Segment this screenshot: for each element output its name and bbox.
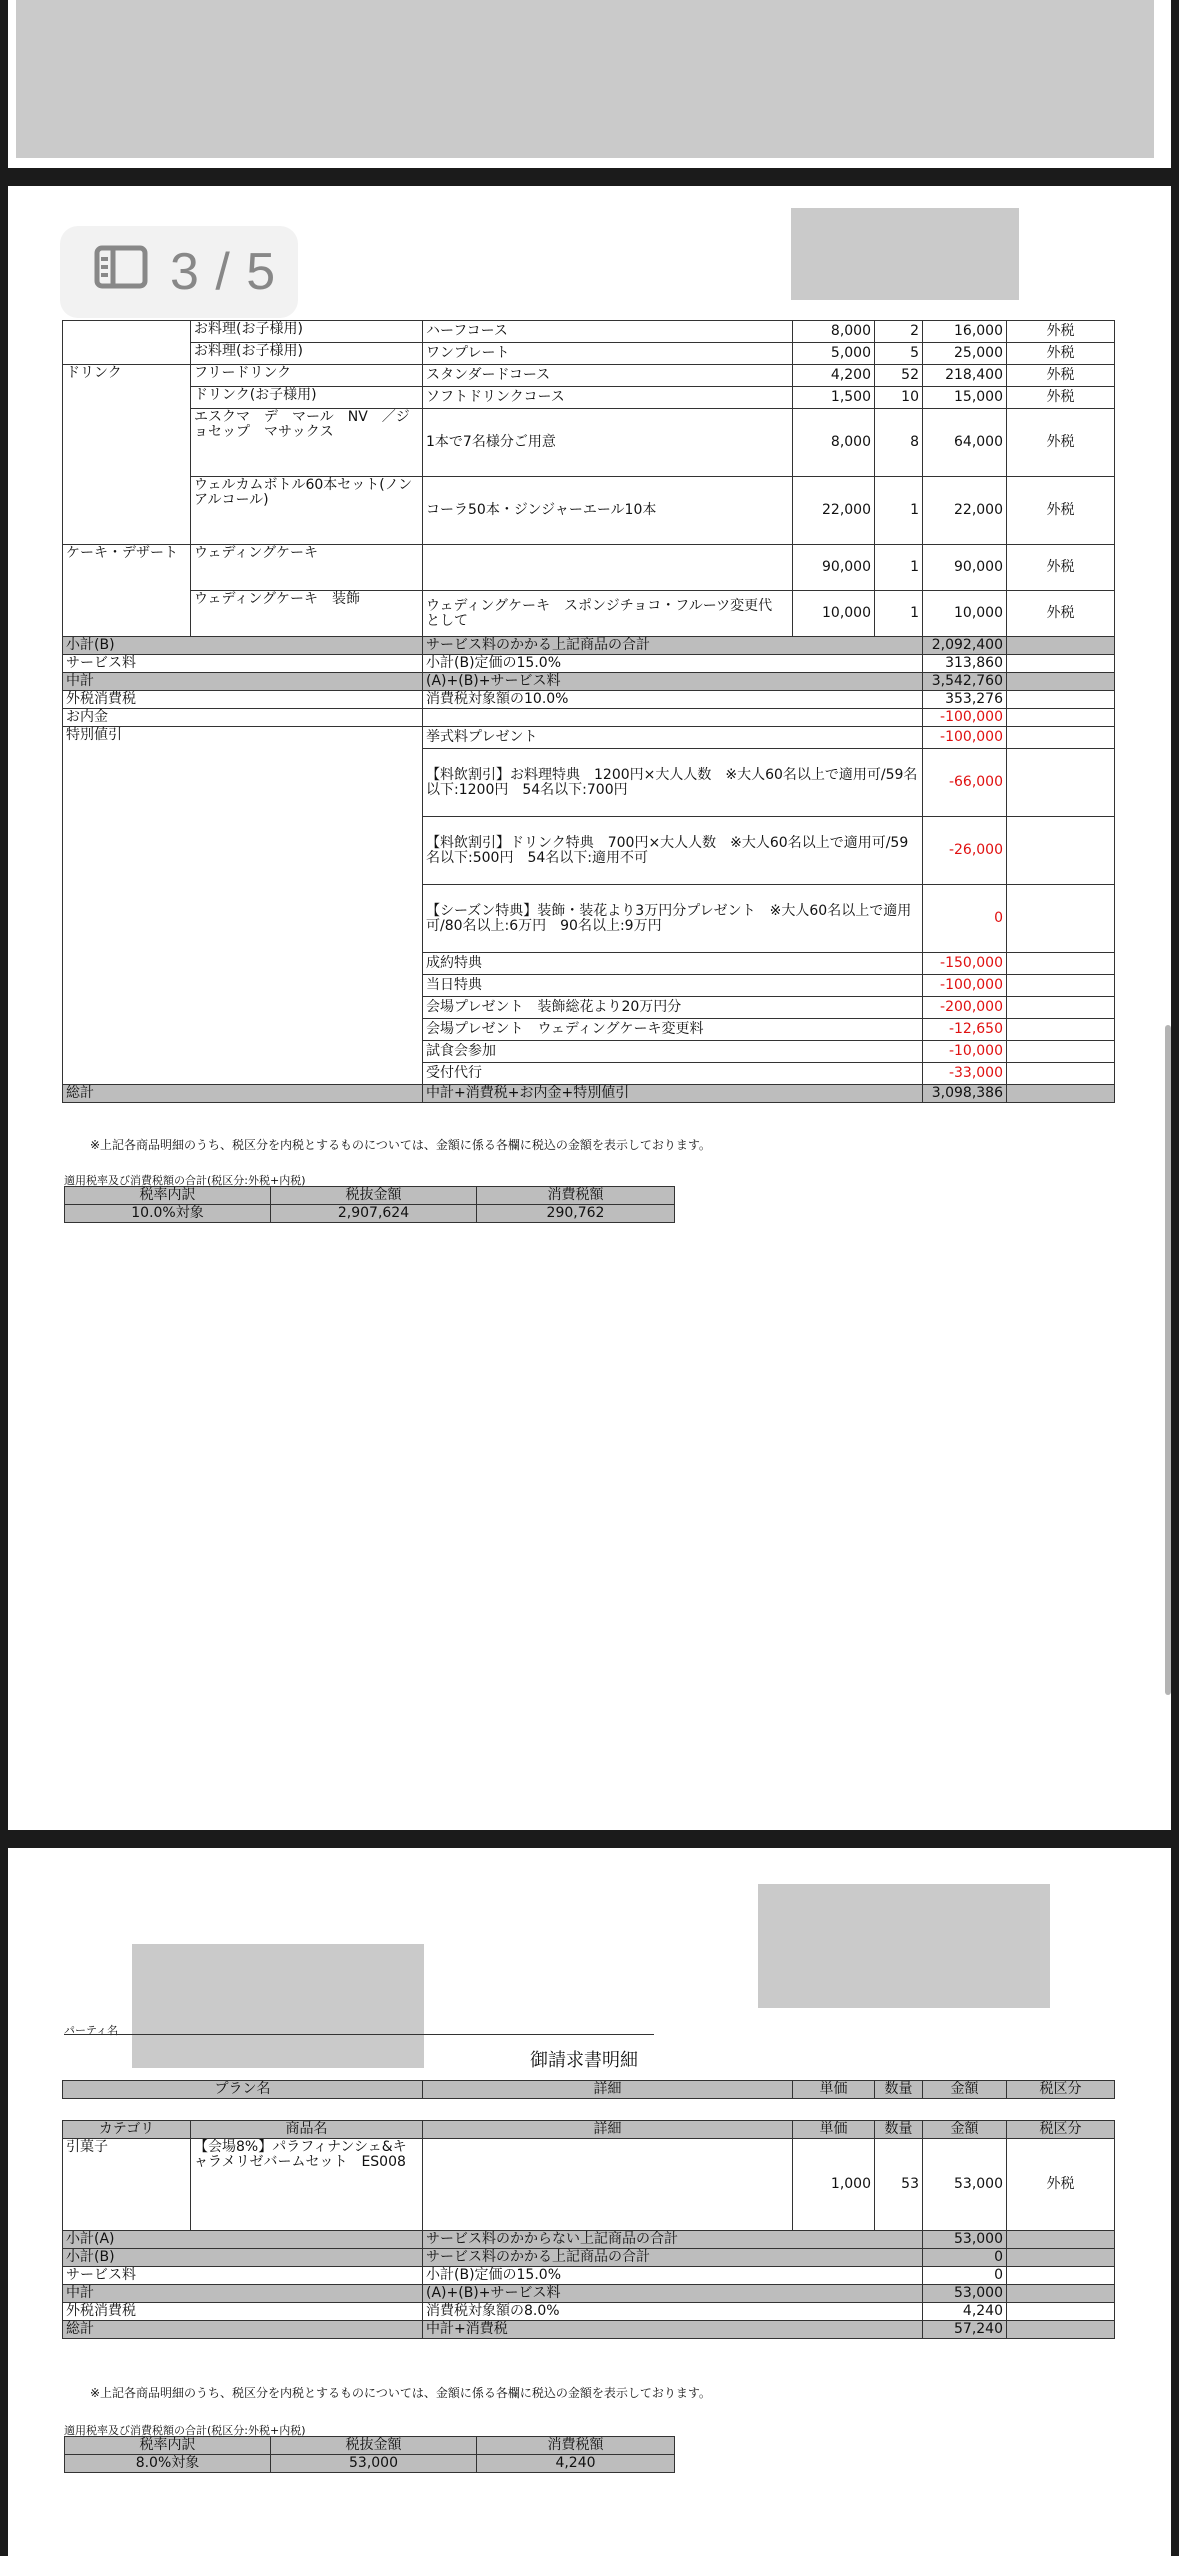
summary-row bbox=[63, 2267, 1115, 2285]
category-cell: 引菓子 bbox=[63, 2139, 191, 2231]
previous-page-fragment bbox=[8, 0, 1171, 168]
category-cell: ドリンク bbox=[63, 365, 191, 545]
detail-cell bbox=[423, 545, 793, 591]
summary-empty-cell bbox=[1007, 655, 1115, 673]
document-page bbox=[8, 186, 1171, 1830]
table-row bbox=[63, 591, 1115, 637]
next-items-table bbox=[62, 2120, 1115, 2339]
quantity-cell: 1 bbox=[875, 591, 923, 637]
summary-empty-cell bbox=[1007, 1041, 1115, 1063]
tax-header-cell: 消費税額 bbox=[477, 1187, 675, 1205]
invoice-detail-title: 御請求書明細 bbox=[530, 2050, 638, 2071]
items-header-cell: カテゴリ bbox=[63, 2121, 191, 2139]
discount-amount: -33,000 bbox=[923, 1063, 1007, 1085]
summary-label: 中計 bbox=[63, 2285, 423, 2303]
tax-header-cell: 税率内訳 bbox=[65, 2437, 271, 2455]
quantity-cell: 53 bbox=[875, 2139, 923, 2231]
summary-empty-cell bbox=[1007, 817, 1115, 885]
tax-header-cell: 税率内訳 bbox=[65, 1187, 271, 1205]
summary-label: サービス料 bbox=[63, 655, 423, 673]
summary-empty-cell bbox=[1007, 2303, 1115, 2321]
tax-type-cell: 外税 bbox=[1007, 591, 1115, 637]
summary-row bbox=[63, 691, 1115, 709]
summary-detail: (A)+(B)+サービス料 bbox=[423, 673, 923, 691]
summary-label: 小計(A) bbox=[63, 2231, 423, 2249]
discount-amount: 0 bbox=[923, 885, 1007, 953]
plan-header-cell: 金額 bbox=[923, 2081, 1007, 2099]
amount-cell: 53,000 bbox=[923, 2139, 1007, 2231]
summary-empty-cell bbox=[1007, 749, 1115, 817]
tax-cell: 290,762 bbox=[477, 1205, 675, 1223]
summary-row bbox=[63, 2285, 1115, 2303]
discount-detail: 会場プレゼント 装飾総花より20万円分 bbox=[423, 997, 923, 1019]
detail-cell: ウェディングケーキ スポンジチョコ・フルーツ変更代 として bbox=[423, 591, 793, 637]
discount-amount: -10,000 bbox=[923, 1041, 1007, 1063]
unit-price-cell: 8,000 bbox=[793, 409, 875, 477]
unit-price-cell: 90,000 bbox=[793, 545, 875, 591]
table-row bbox=[63, 343, 1115, 365]
summary-empty-cell bbox=[1007, 953, 1115, 975]
items-header-cell: 税区分 bbox=[1007, 2121, 1115, 2139]
summary-detail: 消費税対象額の8.0% bbox=[423, 2303, 923, 2321]
amount-cell: 16,000 bbox=[923, 321, 1007, 343]
quantity-cell: 5 bbox=[875, 343, 923, 365]
amount-cell: 15,000 bbox=[923, 387, 1007, 409]
product-name-cell: ウェルカムボトル60本セット(ノンアルコール) bbox=[191, 477, 423, 545]
discount-detail: 【料飲割引】お料理特典 1200円×大人人数 ※大人60名以上で適用可/59名以下:1200円 54名以下:700円 bbox=[423, 749, 923, 817]
summary-detail: サービス料のかかる上記商品の合計 bbox=[423, 2249, 923, 2267]
summary-empty-cell bbox=[1007, 727, 1115, 749]
discount-label: 特別値引 bbox=[63, 727, 423, 1085]
discount-amount: -100,000 bbox=[923, 727, 1007, 749]
summary-detail: 中計+消費税 bbox=[423, 2321, 923, 2339]
table-row bbox=[63, 477, 1115, 545]
table-row bbox=[63, 387, 1115, 409]
summary-label: 外税消費税 bbox=[63, 691, 423, 709]
unit-price-cell: 8,000 bbox=[793, 321, 875, 343]
tax-type-cell: 外税 bbox=[1007, 321, 1115, 343]
tax-cell: 53,000 bbox=[271, 2455, 477, 2473]
plan-header-cell: 単価 bbox=[793, 2081, 875, 2099]
tax-cell: 2,907,624 bbox=[271, 1205, 477, 1223]
redacted-logo bbox=[758, 1884, 1050, 2008]
summary-label: 中計 bbox=[63, 673, 423, 691]
redacted-party-name bbox=[132, 1944, 424, 2068]
product-name-cell: お料理(お子様用) bbox=[191, 321, 423, 343]
summary-row bbox=[63, 709, 1115, 727]
summary-amount: 53,000 bbox=[923, 2285, 1007, 2303]
summary-label: 小計(B) bbox=[63, 637, 423, 655]
summary-label: 小計(B) bbox=[63, 2249, 423, 2267]
tax-row bbox=[65, 2455, 675, 2473]
detail-cell: 1本で7名様分ご用意 bbox=[423, 409, 793, 477]
summary-empty-cell bbox=[1007, 2249, 1115, 2267]
page-indicator[interactable] bbox=[60, 226, 298, 318]
summary-amount: 2,092,400 bbox=[923, 637, 1007, 655]
summary-empty-cell bbox=[1007, 2231, 1115, 2249]
summary-empty-cell bbox=[1007, 975, 1115, 997]
tax-cell: 4,240 bbox=[477, 2455, 675, 2473]
sidebar-icon[interactable] bbox=[94, 242, 148, 302]
plan-header-cell: 数量 bbox=[875, 2081, 923, 2099]
discount-detail: 挙式料プレゼント bbox=[423, 727, 923, 749]
discount-detail: 当日特典 bbox=[423, 975, 923, 997]
product-name-cell: 【会場8%】パラフィナンシェ&キャラメリゼバームセット ES008 bbox=[191, 2139, 423, 2231]
summary-detail: 消費税対象額の10.0% bbox=[423, 691, 923, 709]
summary-empty-cell bbox=[1007, 997, 1115, 1019]
next-document-page bbox=[8, 1848, 1171, 2556]
plan-header-cell: 税区分 bbox=[1007, 2081, 1115, 2099]
summary-amount: 3,542,760 bbox=[923, 673, 1007, 691]
amount-cell: 25,000 bbox=[923, 343, 1007, 365]
summary-row bbox=[63, 2249, 1115, 2267]
summary-empty-cell bbox=[1007, 673, 1115, 691]
unit-price-cell: 22,000 bbox=[793, 477, 875, 545]
unit-price-cell: 10,000 bbox=[793, 591, 875, 637]
total-amount: 3,098,386 bbox=[923, 1085, 1007, 1103]
summary-amount: 0 bbox=[923, 2249, 1007, 2267]
summary-empty-cell bbox=[1007, 637, 1115, 655]
product-name-cell: ドリンク(お子様用) bbox=[191, 387, 423, 409]
unit-price-cell: 1,000 bbox=[793, 2139, 875, 2231]
party-name-underline bbox=[64, 2034, 654, 2035]
product-name-cell: ウェディングケーキ 装飾 bbox=[191, 591, 423, 637]
tax-summary-table bbox=[64, 2436, 675, 2473]
tax-cell: 8.0%対象 bbox=[65, 2455, 271, 2473]
category-cell bbox=[63, 321, 191, 365]
tax-type-cell: 外税 bbox=[1007, 409, 1115, 477]
tax-type-cell: 外税 bbox=[1007, 545, 1115, 591]
detail-cell: ハーフコース bbox=[423, 321, 793, 343]
product-name-cell: エスクマ デ マール NV ／ジョセップ マサックス bbox=[191, 409, 423, 477]
discount-detail: 会場プレゼント ウェディングケーキ変更料 bbox=[423, 1019, 923, 1041]
summary-detail: 小計(B)定価の15.0% bbox=[423, 2267, 923, 2285]
discount-row bbox=[63, 727, 1115, 749]
summary-empty-cell bbox=[1007, 1063, 1115, 1085]
discount-amount: -66,000 bbox=[923, 749, 1007, 817]
table-row bbox=[63, 2139, 1115, 2231]
quantity-cell: 1 bbox=[875, 477, 923, 545]
tax-summary-table bbox=[64, 1186, 675, 1223]
summary-amount: 313,860 bbox=[923, 655, 1007, 673]
tax-type-cell: 外税 bbox=[1007, 343, 1115, 365]
tax-summary-title: 適用税率及び消費税額の合計(税区分:外税+内税) bbox=[64, 2424, 306, 2437]
unit-price-cell: 1,500 bbox=[793, 387, 875, 409]
tax-header-row bbox=[65, 1187, 675, 1205]
summary-amount: 53,000 bbox=[923, 2231, 1007, 2249]
discount-amount: -26,000 bbox=[923, 817, 1007, 885]
detail-cell: コーラ50本・ジンジャーエール10本 bbox=[423, 477, 793, 545]
summary-label: 総計 bbox=[63, 2321, 423, 2339]
summary-empty-cell bbox=[1007, 2267, 1115, 2285]
product-name-cell: お料理(お子様用) bbox=[191, 343, 423, 365]
detail-cell: ワンプレート bbox=[423, 343, 793, 365]
summary-amount: 4,240 bbox=[923, 2303, 1007, 2321]
summary-row bbox=[63, 655, 1115, 673]
items-header-row bbox=[63, 2121, 1115, 2139]
summary-empty-cell bbox=[1007, 1085, 1115, 1103]
discount-amount: -12,650 bbox=[923, 1019, 1007, 1041]
items-header-cell: 単価 bbox=[793, 2121, 875, 2139]
tax-cell: 10.0%対象 bbox=[65, 1205, 271, 1223]
summary-amount: -100,000 bbox=[923, 709, 1007, 727]
tax-row bbox=[65, 1205, 675, 1223]
summary-detail: サービス料のかからない上記商品の合計 bbox=[423, 2231, 923, 2249]
discount-amount: -100,000 bbox=[923, 975, 1007, 997]
party-name-label: パーティ名 bbox=[64, 2024, 119, 2037]
page-number-text: 3 / 5 bbox=[170, 243, 277, 301]
table-row bbox=[63, 409, 1115, 477]
summary-empty-cell bbox=[1007, 1019, 1115, 1041]
tax-header-cell: 税抜金額 bbox=[271, 1187, 477, 1205]
summary-row bbox=[63, 2303, 1115, 2321]
summary-detail bbox=[423, 709, 923, 727]
summary-label: サービス料 bbox=[63, 2267, 423, 2285]
tax-summary-title: 適用税率及び消費税額の合計(税区分:外税+内税) bbox=[64, 1174, 306, 1187]
summary-amount: 353,276 bbox=[923, 691, 1007, 709]
tax-type-cell: 外税 bbox=[1007, 477, 1115, 545]
items-header-cell: 商品名 bbox=[191, 2121, 423, 2139]
discount-detail: 受付代行 bbox=[423, 1063, 923, 1085]
plan-header-row bbox=[63, 2081, 1115, 2099]
redacted-logo bbox=[791, 208, 1019, 300]
summary-empty-cell bbox=[1007, 691, 1115, 709]
summary-row bbox=[63, 2231, 1115, 2249]
tax-type-cell: 外税 bbox=[1007, 2139, 1115, 2231]
table-row bbox=[63, 321, 1115, 343]
plan-header-cell: 詳細 bbox=[423, 2081, 793, 2099]
tax-header-cell: 税抜金額 bbox=[271, 2437, 477, 2455]
unit-price-cell: 5,000 bbox=[793, 343, 875, 365]
table-row bbox=[63, 365, 1115, 387]
discount-detail: 【料飲割引】ドリンク特典 700円×大人人数 ※大人60名以上で適用可/59名以下:500円 54名以下:適用不可 bbox=[423, 817, 923, 885]
discount-detail: 成約特典 bbox=[423, 953, 923, 975]
summary-amount: 57,240 bbox=[923, 2321, 1007, 2339]
summary-row bbox=[63, 637, 1115, 655]
summary-row bbox=[63, 673, 1115, 691]
discount-amount: -150,000 bbox=[923, 953, 1007, 975]
summary-row bbox=[63, 2321, 1115, 2339]
total-label: 総計 bbox=[63, 1085, 423, 1103]
amount-cell: 218,400 bbox=[923, 365, 1007, 387]
tax-type-cell: 外税 bbox=[1007, 387, 1115, 409]
invoice-items-table bbox=[62, 320, 1115, 1103]
table-row bbox=[63, 545, 1115, 591]
quantity-cell: 52 bbox=[875, 365, 923, 387]
tax-header-row bbox=[65, 2437, 675, 2455]
summary-empty-cell bbox=[1007, 885, 1115, 953]
summary-detail: (A)+(B)+サービス料 bbox=[423, 2285, 923, 2303]
product-name-cell: ウェディングケーキ bbox=[191, 545, 423, 591]
summary-empty-cell bbox=[1007, 2285, 1115, 2303]
category-cell: ケーキ・デザート bbox=[63, 545, 191, 637]
discount-amount: -200,000 bbox=[923, 997, 1007, 1019]
quantity-cell: 8 bbox=[875, 409, 923, 477]
amount-cell: 22,000 bbox=[923, 477, 1007, 545]
detail-cell: スタンダードコース bbox=[423, 365, 793, 387]
items-header-cell: 数量 bbox=[875, 2121, 923, 2139]
quantity-cell: 1 bbox=[875, 545, 923, 591]
amount-cell: 64,000 bbox=[923, 409, 1007, 477]
amount-cell: 90,000 bbox=[923, 545, 1007, 591]
total-row bbox=[63, 1085, 1115, 1103]
summary-label: 外税消費税 bbox=[63, 2303, 423, 2321]
product-name-cell: フリードリンク bbox=[191, 365, 423, 387]
discount-detail: 【シーズン特典】装飾・装花より3万円分プレゼント ※大人60名以上で適用可/80名以上:6万円 90名以上:9万円 bbox=[423, 885, 923, 953]
tax-note: ※上記各商品明細のうち、税区分を内税とするものについては、金額に係る各欄に税込の金額を表示しております。 bbox=[90, 1138, 711, 1152]
tax-type-cell: 外税 bbox=[1007, 365, 1115, 387]
items-header-cell: 金額 bbox=[923, 2121, 1007, 2139]
plan-header-cell: プラン名 bbox=[63, 2081, 423, 2099]
summary-amount: 0 bbox=[923, 2267, 1007, 2285]
plan-table bbox=[62, 2080, 1115, 2099]
discount-detail: 試食会参加 bbox=[423, 1041, 923, 1063]
detail-cell: ソフトドリンクコース bbox=[423, 387, 793, 409]
summary-empty-cell bbox=[1007, 2321, 1115, 2339]
tax-note: ※上記各商品明細のうち、税区分を内税とするものについては、金額に係る各欄に税込の金額を表示しております。 bbox=[90, 2386, 711, 2400]
total-detail: 中計+消費税+お内金+特別値引 bbox=[423, 1085, 923, 1103]
quantity-cell: 2 bbox=[875, 321, 923, 343]
items-header-cell: 詳細 bbox=[423, 2121, 793, 2139]
tax-header-cell: 消費税額 bbox=[477, 2437, 675, 2455]
detail-cell bbox=[423, 2139, 793, 2231]
summary-empty-cell bbox=[1007, 709, 1115, 727]
quantity-cell: 10 bbox=[875, 387, 923, 409]
unit-price-cell: 4,200 bbox=[793, 365, 875, 387]
scrollbar[interactable] bbox=[1165, 1025, 1171, 1695]
redacted-area bbox=[16, 0, 1154, 158]
summary-detail: 小計(B)定価の15.0% bbox=[423, 655, 923, 673]
summary-detail: サービス料のかかる上記商品の合計 bbox=[423, 637, 923, 655]
amount-cell: 10,000 bbox=[923, 591, 1007, 637]
summary-label: お内金 bbox=[63, 709, 423, 727]
